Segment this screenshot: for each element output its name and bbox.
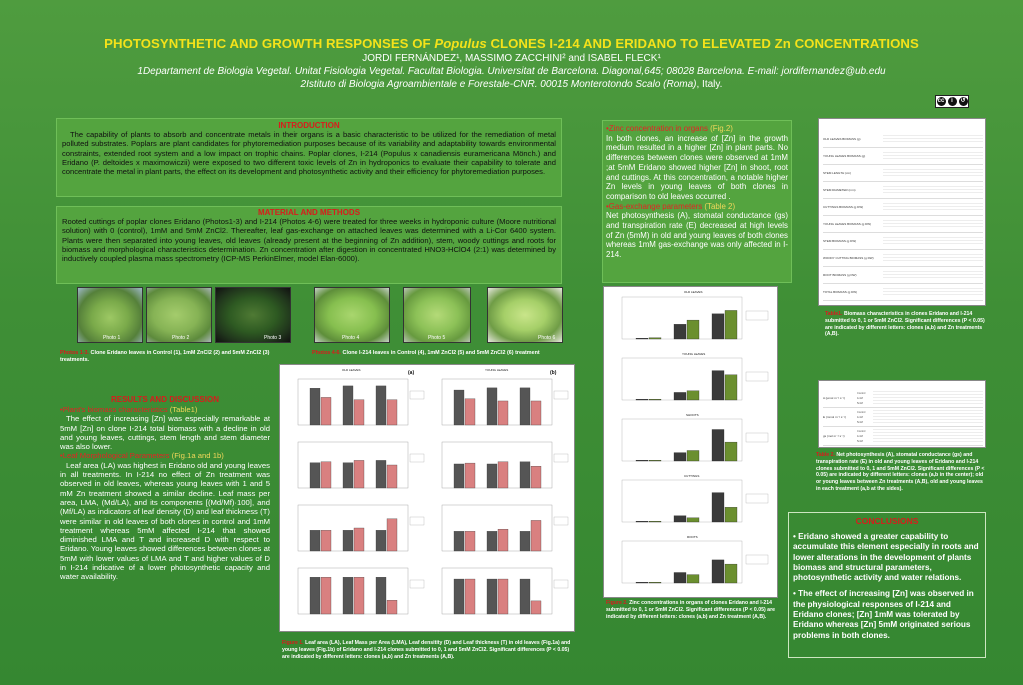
fig1-head-b: YOUNG LEAVES [485,368,509,372]
results-heading: RESULTS AND DISCUSSION [110,395,219,404]
fig2-bar [636,338,648,339]
fig1-bar [520,531,530,551]
fig2-legend [746,555,768,564]
table1-row [823,199,983,216]
table1-row-label: OLD LEAVES BIOMASS (g) [823,137,861,141]
table2-row-label: gs (mol m⁻² s⁻¹) [823,434,845,438]
poster-title: PHOTOSYNTHETIC AND GROWTH RESPONSES OF Populus CLONES I-214 AND ERIDANO TO ELEVATED Zn CONCENTRATIONS [104,36,919,51]
by-icon: i [948,97,957,106]
fig1-bar [520,388,530,425]
fig2-bar [674,573,686,584]
fig1-bar [454,531,464,551]
fig1-bar [498,529,508,551]
fig1-legend [410,454,424,462]
photo-2-label: Photo 2 [172,335,190,341]
fig2-bar [687,391,699,400]
photos-4-6-caption: Photos 4-6. Clone I-214 leaves in Control (4), 1mM ZnCl2 (5) and 5mM ZnCl2 (6) treatment [312,350,540,356]
table1-row [823,216,983,233]
zinc-para: •Zinc concentration in organs (Fig.2) In both clones, an increase of [Zn] in the growth medium resulted in a higher [Zn] in plant parts. No differences between clones were observed at 1mM ;at 5mM Eridano showed higher [Zn] in shoot, root and cuttings. At this concentration, a notable higher Zn levels in young leaves of both clones in comparison to old leaves occurred . [606,124,788,201]
fig1-head-a: OLD LEAVES [342,368,361,372]
table1-row-values [883,135,983,144]
fig1-bar [454,390,464,425]
fig1-bar [498,579,508,614]
fig1-bar [487,579,497,614]
sa-icon: ↺ [960,98,966,104]
photo-3-label: Photo 3 [264,335,282,341]
fig2-title-old: OLD LEAVES [684,290,703,294]
fig1-legend [554,580,568,588]
poster-header [0,36,1023,90]
fig2-bar [725,442,737,461]
fig1-bar [321,530,331,551]
photo-6-label: Photo 6 [538,335,556,341]
fig2-bar [636,521,648,522]
fig2-bar [636,460,648,461]
table2-row-values [873,410,983,424]
fig1-bar [487,388,497,425]
fig2-bar [712,430,724,462]
fig1-bar [321,577,331,614]
figure-2-charts [604,287,779,599]
photo-1-label: Photo 1 [103,335,121,341]
fig1-bar [498,401,508,425]
fig1-bar [454,464,464,488]
fig1-bar [354,528,364,551]
fig2-bar [687,575,699,583]
table1-row-label: CUTTINGS BIOMASS (g DW) [823,205,864,209]
fig1-bar [465,531,475,551]
fig1-bar [498,462,508,488]
table1-row-label: STEM DIAMETER (mm) [823,188,856,192]
fig2-bar [712,560,724,583]
fig2-bar [725,310,737,339]
fig1-legend [554,517,568,525]
fig1-bar [387,400,397,425]
fig1-bar [531,601,541,614]
table2-row [823,389,983,408]
table-2 [818,380,986,448]
cc-icon: cc [937,98,945,104]
results-biomass-para: •Plant's biomass characteristics (Table1) The effect of increasing [Zn] was especially remarkable at 5mM [Zn] on clone I-214 total biomass with a decline in old and young leaves, cuttings, stem length and stem diameter was also lower. [60,405,270,452]
table2-treatments: Control 1mM 5mM [857,391,866,405]
fig1-legend [410,580,424,588]
table1-row-values [883,169,983,178]
table1-row [823,233,983,250]
fig1-bar [354,400,364,425]
table2-row [823,408,983,427]
methods-section [56,206,562,284]
photo-6 [487,287,563,343]
fig1-legend [410,517,424,525]
photo-2 [146,287,212,343]
table1-row-values [883,152,983,161]
introduction-section [56,118,562,197]
table-2-caption: Table 2. Net photosynthesis (A), stomatal conductance (gs) and transpiration rate (E) in old and young leaves of Eridano and I-214 clones submitted to 0, 1 and 5mM ZnCl2. Significant differences (P < 0.05) are indicated by different letters: clones (a,b in the center); old or young leaves between Zn treatments (A,B), old and young leaves in each treatment (a,b at the sides). [816,452,985,492]
fig1-legend [410,391,424,399]
table2-row-values [873,391,983,405]
fig2-legend [746,372,768,381]
table1-row-label: STEM BIOMASS (g DW) [823,239,857,243]
table-1-caption: Table1. Biomass characteristics in clones Eridano and I-214 submitted to 0, 1 or 5mM ZnCl2. Significant differences (P < 0.05) are indicated by different letters: clones (a,b) and Zn treatments (A,B). [825,311,985,338]
fig1-legend [554,454,568,462]
fig1-bar [376,530,386,551]
fig1-bar [343,386,353,425]
introduction-heading: INTRODUCTION [278,121,340,130]
affiliation-1: 1Departament de Biologia Vegetal. Unitat Fisiologia Vegetal. Facultat Biologia. Universitat de Barcelona. Diagonal,645; 08028 Barcelona. E-mail: jordifernandez@ub.edu [137,66,886,77]
fig1-legend [554,391,568,399]
photo-5 [403,287,471,343]
table1-row [823,148,983,165]
table-1 [818,118,986,306]
fig2-bar [649,338,661,339]
table2-row-label: E (mmol m⁻² s⁻¹) [823,415,846,419]
fig2-legend [746,433,768,442]
table2-row-values [873,429,983,443]
fig1-bar [531,520,541,551]
fig2-bar [674,516,686,522]
fig1-bar [354,460,364,488]
table1-row [823,284,983,301]
fig1-bar [376,460,386,488]
fig2-bar [649,460,661,461]
conclusions-point-2: • The effect of increasing [Zn] was observed in the physiological responses of I-214 and Eridano clones; [Zn] 1mM was tolerated by Eridano whereas [Zn] 5mM originated serious problems in both clones. [793,589,974,640]
results-morphology-para: •Leaf Morphological Parameters (Fig.1a and 1b) Leaf area (LA) was highest in Eridano old and young leaves in all treatments. In I-214 no effect of Zn treatment was observed in old leaves, whereas young leaves with 1 and 5 mM Zn treatment showed a similar decline. Leaf mass per area, LMA, (Md/LA), and its components [(Md/Mf)·100], and (Mf/LA) as indicators of leaf density (D) and leaf thickness (T) were similar in old leaves of both clones in control and 1mM treatment whereas 5mM affected I-214 that showed diminished LMA and T and increased D with respect to Eridano. Young leaves showed differences between clones at 5mM with lower values of LMA and T and higher values of D in I-214 indicative of a lower photosynthetic capacity and water availability. [60,451,270,582]
fig1-bar [310,530,320,551]
zinc-gasexchange-section [602,120,792,283]
fig2-bar [674,453,686,461]
fig2-title-young: YOUNG LEAVES [682,352,706,356]
table2-treatments: Control 1mM 5mM [857,429,866,443]
fig2-bar [636,582,648,583]
figure-1-caption: Figure 1. Leaf area (LA), Leaf Mass per Area (LMA), Leaf densitity (D) and Leaf thickness (T) in old leaves (Fig.1a) and young leaves (Fig.1b) of Eridano and I-214 clones submitted to 0, 1 and 5mM ZnCl2. Significant differences (P < 0.05) are indicated by different letters: clones (a,b) and Zn treatments (A,B). [282,640,571,660]
table1-row-values [883,271,983,280]
fig2-title-cuttings: CUTTINGS [684,474,700,478]
fig1-bar [354,577,364,614]
figure-2 [603,286,778,598]
fig2-title-roots: ROOTS [687,535,698,539]
fig1-bar [531,401,541,425]
photo-4-label: Photo 4 [342,335,360,341]
table2-row [823,427,983,446]
fig1-bar [465,579,475,614]
gasexchange-para: •Gas-exchange parameters (Table 2) Net photosynthesis (A), stomatal conductance (gs) and transpiration rate (E) decreased at high levels of Zn (5mM) in old and young leaves of both clones whereas 1mM gas-exchange was only affected in I-214. [606,201,788,260]
table2-treatments: Control 1mM 5mM [857,410,866,424]
fig2-legend [746,494,768,503]
fig2-bar [687,320,699,339]
fig2-bar [649,399,661,400]
table2-row-label: A (µmol m⁻² s⁻¹) [823,396,846,400]
fig2-bar [636,399,648,400]
fig1-bar [310,577,320,614]
figure-1 [279,364,575,632]
table1-row [823,165,983,182]
fig1-bar [310,388,320,425]
fig2-bar [712,371,724,400]
affiliation-2: 2Istituto di Biologia Agroambientale e Forestale-CNR. 00015 Monterotondo Scalo (Roma), Italy. [300,79,723,90]
fig2-bar [674,392,686,400]
table1-row-values [883,220,983,229]
authors: JORDI FERNÁNDEZ¹, MASSIMO ZACCHINI² and ISABEL FLECK¹ [362,53,661,64]
fig1-bar [454,579,464,614]
introduction-text: The capability of plants to absorb and concentrate metals in their organs is a basic characteristic to be utilized for the remediation of metal polluted substrates. Poplars are plant candidates for phytoremediation purposes because of its variability and adaptability towards environmental constraints, extended root system and a low impact on trophic chains. Poplar clones, I-214 (Populus x canadiensis euramericana Mönch.) and Eridano (P. deltoides x maximowiczii) were exposed to two different toxic levels of Zn in hydroponics to evaluate their capability to tolerate and concentrate the metal in plant parts, the effect on its development and photosynthetic activity and their efficiency for phytoremediation purposes. [62,130,556,177]
table1-row-values [883,254,983,263]
fig2-bar [687,451,699,462]
photo-5-label: Photo 5 [428,335,446,341]
fig2-bar [725,375,737,400]
fig1-bar [387,465,397,488]
fig1-bar [465,463,475,488]
fig1-bar [531,466,541,488]
fig2-bar [649,582,661,583]
methods-text: Rooted cuttings of poplar clones Eridano (Photos1-3) and I-214 (Photos 4-6) were treated for three weeks in hydroponic culture (Moore nutritional solution) with 0 (control), 1mM and 5mM ZnCl2. Thereafter, leaf gas-exchange on attached leaves was determined with a Li-Cor 6400 system. Plants were then separated into young leaves, old leaves (already present at the beginning of Zn addition), stem, woody cuttings and roots for biomass and morphological characteristics determination. Zn concentration after digestion in concentrated HNO3-HClO4 (2:1) was determined by inductively coupled plasma mass spectrometry (ICP-MS PerkinElmer, model Elan-6000). [62,217,556,264]
fig2-title-shoots: SHOOTS [686,413,699,417]
table1-row-label: STEM LENGTH (cm) [823,171,852,175]
fig1-bar [343,577,353,614]
photo-1 [77,287,143,343]
fig2-bar [649,521,661,522]
table1-row-values [883,186,983,195]
fig1-panel-a-label: (a) [408,370,415,376]
table1-row [823,267,983,284]
fig2-bar [725,507,737,522]
fig2-bar [712,314,724,339]
conclusions-section [788,512,986,658]
fig1-bar [376,386,386,425]
table1-row [823,131,983,148]
table1-row-label: ROOT BIOMASS (g DW) [823,273,857,277]
methods-heading: MATERIAL AND METHODS [257,208,361,217]
fig2-bar [687,518,699,522]
table1-row-label: YOUNG LEAVES BIOMASS (g) [823,154,866,158]
cc-license-badge[interactable] [935,95,969,108]
table1-row-label: YOUNG LEAVES BIOMASS (g DW) [823,222,872,226]
table1-row-values [883,203,983,212]
figure-1-charts [280,365,576,633]
fig1-bar [376,577,386,614]
figure-2-caption: Figure 2. Zinc concentrations in organs of clones Eridano and I-214 submitted to 0, 1 or 5mM ZnCl2. Significant differences (P < 0.05) are indicated by different letters: clones (a,b) and Zn treatment (A,B). [606,600,775,620]
table1-row-values [883,237,983,246]
results-section [56,393,274,630]
fig2-bar [674,324,686,339]
table1-row-label: WOODY CUTTING BIOMASS (g DW) [823,256,874,260]
fig1-bar [487,531,497,551]
conclusions-heading: CONCLUSIONS [855,516,919,526]
table1-row [823,182,983,199]
fig1-bar [465,399,475,425]
fig1-bar [310,463,320,488]
fig1-bar [387,519,397,551]
fig1-bar [343,530,353,551]
fig1-bar [321,397,331,425]
fig2-bar [712,493,724,522]
table1-row-label: TOTAL BIOMASS (g DW) [823,290,858,294]
fig1-bar [487,464,497,488]
fig1-bar [321,462,331,488]
fig1-bar [520,579,530,614]
table1-row [823,250,983,267]
photo-3 [215,287,291,343]
photo-4 [314,287,390,343]
conclusions-point-1: • Eridano showed a greater capability to accumulate this element especially in roots and lower alterations in the development of plants biomass and structural parameters, photosynthetic activity and water relations. [793,532,979,583]
fig1-panel-b-label: (b) [550,370,557,376]
fig1-bar [343,463,353,488]
fig1-bar [520,462,530,488]
table1-row-values [883,288,983,297]
fig1-bar [387,600,397,614]
fig2-legend [746,311,768,320]
fig2-bar [725,564,737,583]
photos-1-3-caption: Photos 1-3. Clone Eridano leaves in Control (1), 1mM ZnCl2 (2) and 5mM ZnCl2 (3) treatments. [60,350,270,363]
